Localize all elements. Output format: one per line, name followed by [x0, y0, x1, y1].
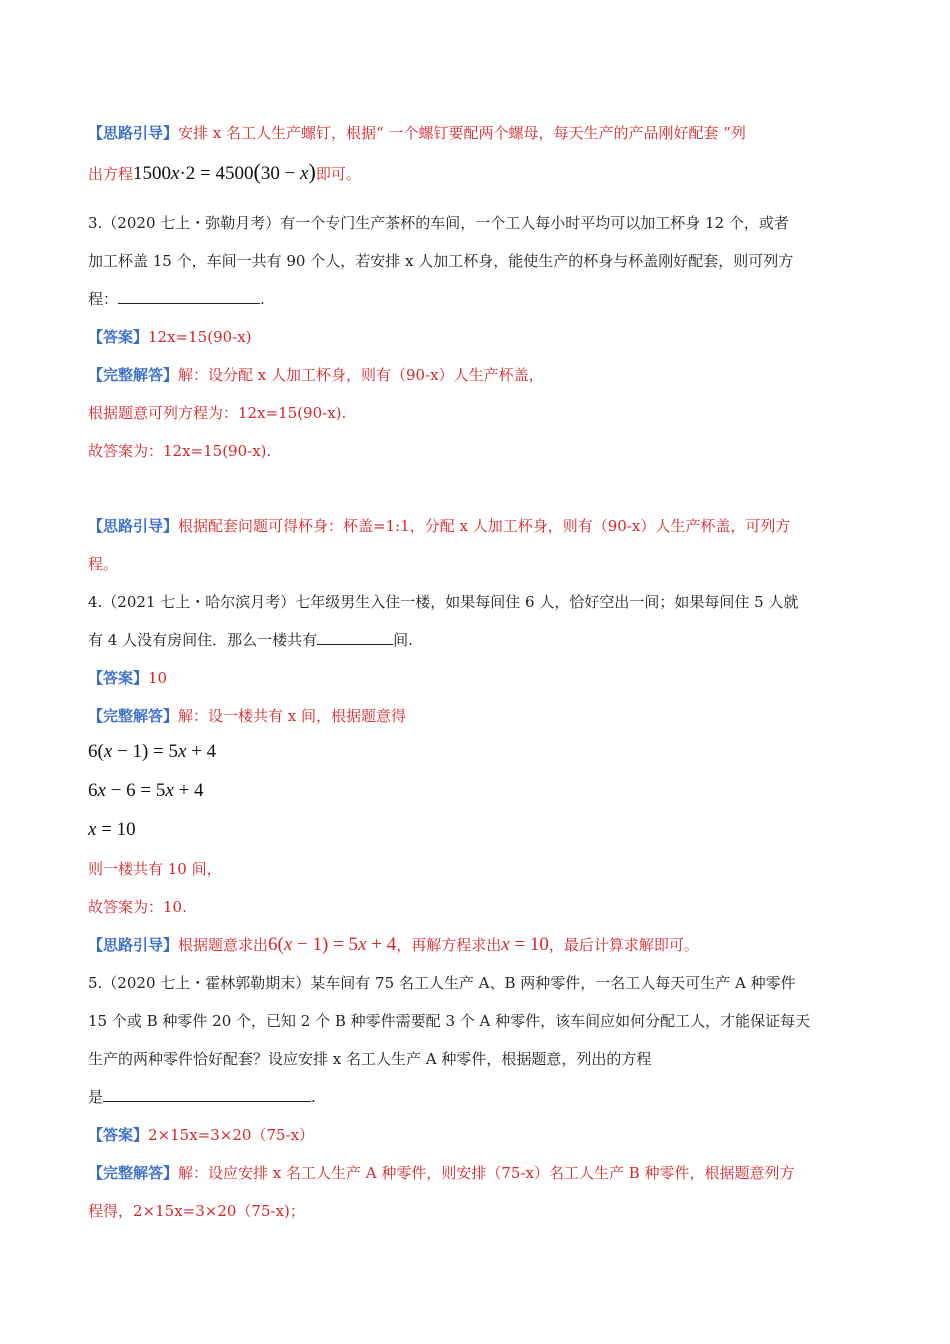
q4-equation-1: 6(x − 1) = 5x + 4 [88, 741, 217, 762]
q3-text-line1: 3.（2020 七上・弥勒月考）有一个专门生产茶杯的车间，一个工人每小时平均可以加工杯身 12 个，或者 [88, 214, 789, 232]
hint-text: 安排 x 名工人生产螺钉，根据“ 一个螺钉要配两个螺母，每天生产的产品刚好配套 ”列 [178, 124, 746, 142]
hint-tag: 【思路引导】 [88, 124, 179, 142]
q3-period: . [260, 290, 265, 308]
hint-text: 即可。 [315, 165, 361, 183]
answer-blank [103, 1087, 311, 1102]
q4-equation-2: 6x − 6 = 5x + 4 [88, 780, 204, 801]
q5-text-line2: 15 个或 B 种零件 20 个，已知 2 个 B 种零件需要配 3 个 A 种零件，该车间应如何分配工人，才能保证每天 [88, 1012, 811, 1030]
solution-tag: 【完整解答】 [88, 707, 179, 725]
hint-text: 出方程 [88, 165, 134, 183]
answer-blank [317, 630, 393, 645]
q4-equation-3: x = 10 [88, 819, 136, 840]
answer-text: 12x=15(90-x) [148, 328, 252, 346]
q5-period: . [311, 1088, 316, 1106]
answer-tag: 【答案】 [88, 328, 149, 346]
q2-hint-line1 [88, 123, 878, 143]
hint-text: 根据题意求出 [178, 936, 269, 954]
q5-text-line4 [88, 1087, 878, 1107]
solution-text: 解：设应安排 x 名工人生产 A 种零件，则安排（75-x）名工人生产 B 种零件，根据题意列方 [178, 1164, 795, 1182]
q3-answer [88, 327, 878, 347]
hint-text: 根据配套问题可得杯身：杯盖=1:1，分配 x 人加工杯身，则有（90-x）人生产杯盖，可列方 [178, 517, 791, 535]
q3-solution-line1 [88, 365, 878, 385]
q2-hint-line2 [88, 159, 878, 184]
q4-hint [88, 935, 878, 955]
hint-tag: 【思路引导】 [88, 936, 179, 954]
hint-tag: 【思路引导】 [88, 517, 179, 535]
q3-hint-line2: 程。 [88, 555, 119, 573]
q3-text-line2: 加工杯盖 15 个，车间一共有 90 个人，若安排 x 人加工杯身，能使生产的杯身与杯盖刚好配套，则可列方 [88, 252, 794, 270]
answer-blank [118, 289, 260, 304]
q3-solution-line2: 根据题意可列方程为：12x=15(90-x). [88, 404, 347, 422]
hint-solution: x = 10 [501, 934, 549, 955]
q5-solution-line2: 程得，2×15x=3×20（75-x)； [88, 1202, 305, 1220]
q4-answer [88, 668, 878, 688]
answer-tag: 【答案】 [88, 1126, 149, 1144]
q4-suffix: 间. [393, 631, 413, 649]
q5-answer [88, 1125, 878, 1145]
solution-text: 解：设分配 x 人加工杯身，则有（90-x）人生产杯盖， [178, 366, 544, 384]
q5-text-line1: 5.（2020 七上・霍林郭勒期末）某车间有 75 名工人生产 A、B 两种零件，一名工人每天可生产 A 种零件 [88, 974, 796, 992]
q3-text-line3 [88, 289, 878, 309]
q5-solution-line1 [88, 1163, 878, 1183]
answer-text: 2×15x=3×20（75-x） [148, 1126, 315, 1144]
q3-hint-line1 [88, 516, 878, 536]
answer-tag: 【答案】 [88, 669, 149, 687]
q4-solution-end2: 故答案为：10. [88, 898, 187, 916]
q5-prompt: 是 [88, 1088, 104, 1106]
q5-text-line3: 生产的两种零件恰好配套？设应安排 x 名工人生产 A 种零件，根据题意，列出的方程 [88, 1050, 652, 1068]
hint-text: ，再解方程求出 [396, 936, 502, 954]
solution-tag: 【完整解答】 [88, 366, 179, 384]
q3-solution-line3: 故答案为：12x=15(90-x). [88, 442, 272, 460]
q4-solution-line1 [88, 706, 878, 726]
q4-text-line1: 4.（2021 七上・哈尔滨月考）七年级男生入住一楼，如果每间住 6 人，恰好空出一间；如果每间住 5 人就 [88, 593, 799, 611]
equation-q2: 1500x·2 = 4500(30 − x) [133, 159, 316, 184]
q4-solution-end1: 则一楼共有 10 间， [88, 860, 222, 878]
hint-text: ，最后计算求解即可。 [548, 936, 699, 954]
answer-text: 10 [148, 669, 168, 687]
q3-prompt: 程： [88, 290, 119, 308]
solution-tag: 【完整解答】 [88, 1164, 179, 1182]
q4-text-line2 [88, 630, 878, 650]
solution-text: 解：设一楼共有 x 间，根据题意得 [178, 707, 407, 725]
q4-prompt: 有 4 人没有房间住．那么一楼共有 [88, 631, 318, 649]
hint-equation: 6(x − 1) = 5x + 4 [268, 934, 397, 955]
